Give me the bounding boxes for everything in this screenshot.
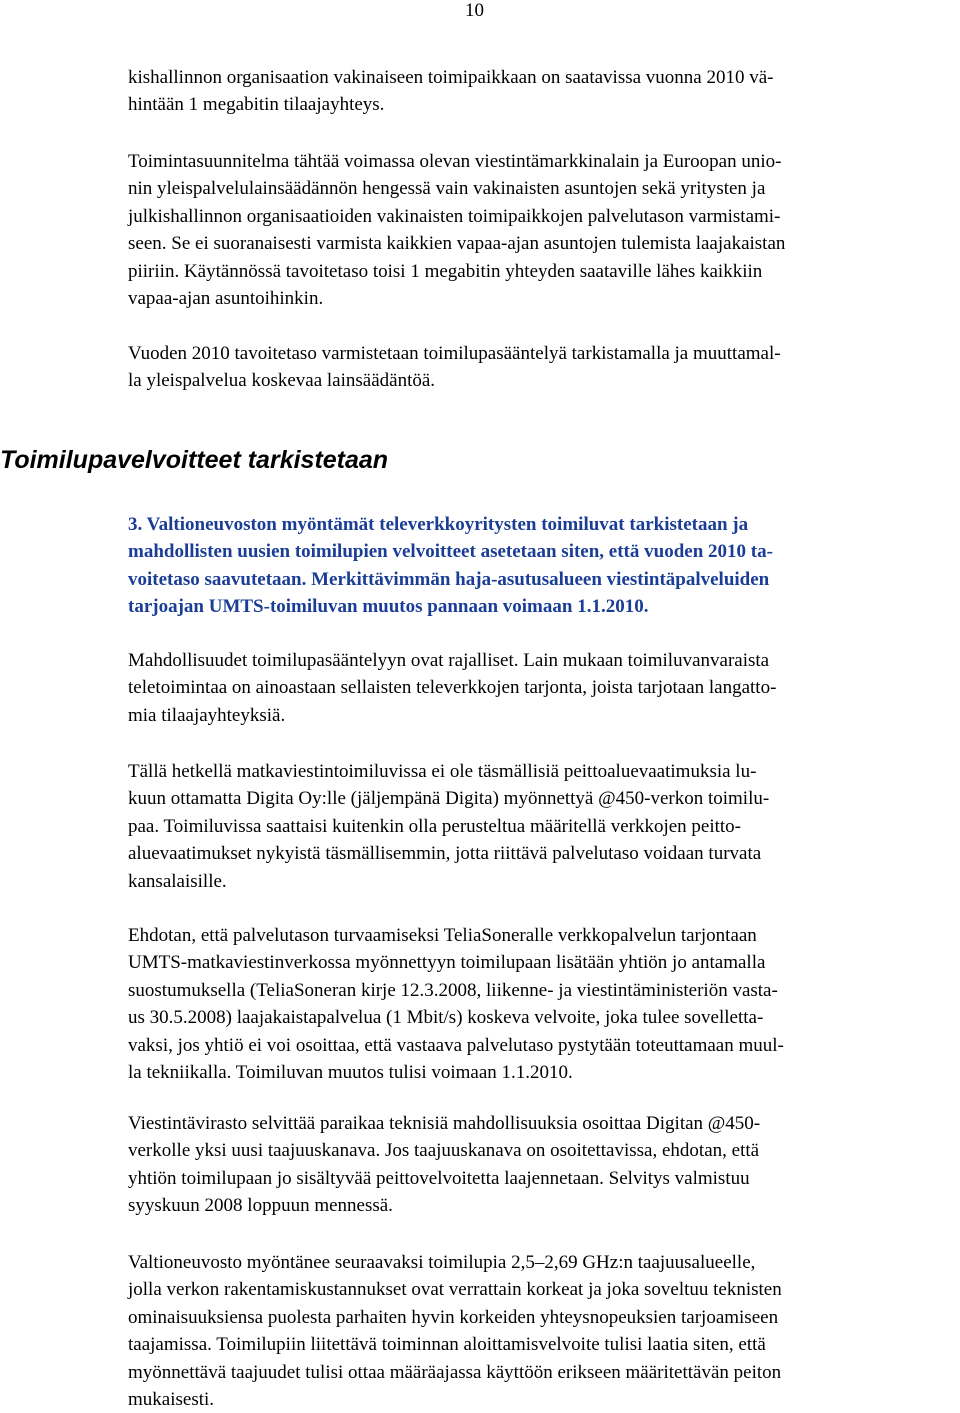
paragraph-1: kishallinnon organisaation vakinaiseen toimipaikkaan on saatavissa vuonna 2010 vä- hintään 1 megabitin tilaajayhteys. (128, 67, 774, 116)
paragraph-7: Ehdotan, että palvelutason turvaamiseksi TeliaSoneralle verkkopalvelun tarjontaan UMTS-matkaviestinverkossa myönnettyyn toimilupaan lisätään yhtiön jo antamalla suostumuksella (TeliaSoneran kirje 12.3.2008, liikenne- ja viestintäministeriön vasta- us 30.5.2008) laajakaistapalvelua (1 Mbit/s) koskeva velvoite, joka tulee sovelletta- vaksi, jos yhtiö ei voi osoittaa, että vastaava palvelutaso pystytään toteuttamaan muul- la tekniikalla. Toimiluvan muutos tulisi voimaan 1.1.2010. (128, 925, 784, 1084)
proposal-paragraph: 3. Valtioneuvoston myöntämät televerkkoyritysten toimiluvat tarkistetaan ja mahdollisten uusien toimilupien velvoitteet asetetaan siten, että vuoden 2010 ta- voitetaso saavutetaan. Merkittävimmän haja-asutusalueen viestintäpalveluiden tarjoajan UMTS-toimiluvan muutos pannaan voimaan 1.1.2010. (128, 514, 773, 618)
paragraph-2: Toimintasuunnitelma tähtää voimassa olevan viestintämarkkinalain ja Euroopan unio- nin yleispalvelulainsäädännön hengessä vain vakinaisten asuntojen sekä yritysten ja julkishallinnon organisaatioiden vakinaisten toimipaikkojen palvelutason varmistami- seen. Se ei suoranaisesti varmista kaikkien vapaa-ajan asuntojen tulemista laajakaistan piiriin. Käytännössä tavoitetaso toisi 1 megabitin yhteyden saataville lähes kaikkiin vapaa-ajan asuntoihinkin. (128, 151, 786, 310)
paragraph-9: Valtioneuvosto myöntänee seuraavaksi toimilupia 2,5–2,69 GHz:n taajuusalueelle, jolla verkon rakentamiskustannukset ovat verrattain korkeat ja joka soveltuu teknisten ominaisuuksiensa puolesta parhaiten hyvin korkeiden yhteysnopeuksien tarjoamiseen taajamissa. Toimilupiin liitettävä toiminnan aloittamisvelvoite tulisi laatia siten, että myönnettävä taajuudet tulisi ottaa määräajassa käyttöön erikseen määritettävän peiton mukaisesti. (128, 1252, 782, 1411)
paragraph-6: Tällä hetkellä matkaviestintoimiluvissa ei ole täsmällisiä peittoaluevaatimuksia lu- kuun ottamatta Digita Oy:lle (jäljempänä Digita) myönnettyä @450-verkon toimilu- paa. Toimiluvissa saattaisi kuitenkin olla perusteltua määritellä verkkojen peitto- aluevaatimukset nykyistä täsmällisemmin, jotta riittävä palvelutaso voidaan turvata kansalaisille. (128, 761, 770, 892)
paragraph-3: Vuoden 2010 tavoitetaso varmistetaan toimilupasääntelyä tarkistamalla ja muuttamal- la yleispalvelua koskevaa lainsäädäntöä. (128, 343, 781, 392)
paragraph-5: Mahdollisuudet toimilupasääntelyyn ovat rajalliset. Lain mukaan toimiluvanvaraista teletoimintaa on ainoastaan sellaisten televerkkojen tarjonta, joista tarjotaan langatto- mia tilaajayhteyksiä. (128, 650, 777, 726)
section-heading: Toimilupavelvoitteet tarkistetaan (0, 446, 389, 474)
paragraph-8: Viestintävirasto selvittää paraikaa teknisiä mahdollisuuksia osoittaa Digitan @450- verkolle yksi uusi taajuuskanava. Jos taajuuskanava on osoitettavissa, ehdotan, että yhtiön toimilupaan jo sisältyvää peittovelvoitetta laajennetaan. Selvitys valmistuu syyskuun 2008 loppuun mennessä. (128, 1113, 761, 1217)
page-number: 10 (465, 0, 484, 21)
